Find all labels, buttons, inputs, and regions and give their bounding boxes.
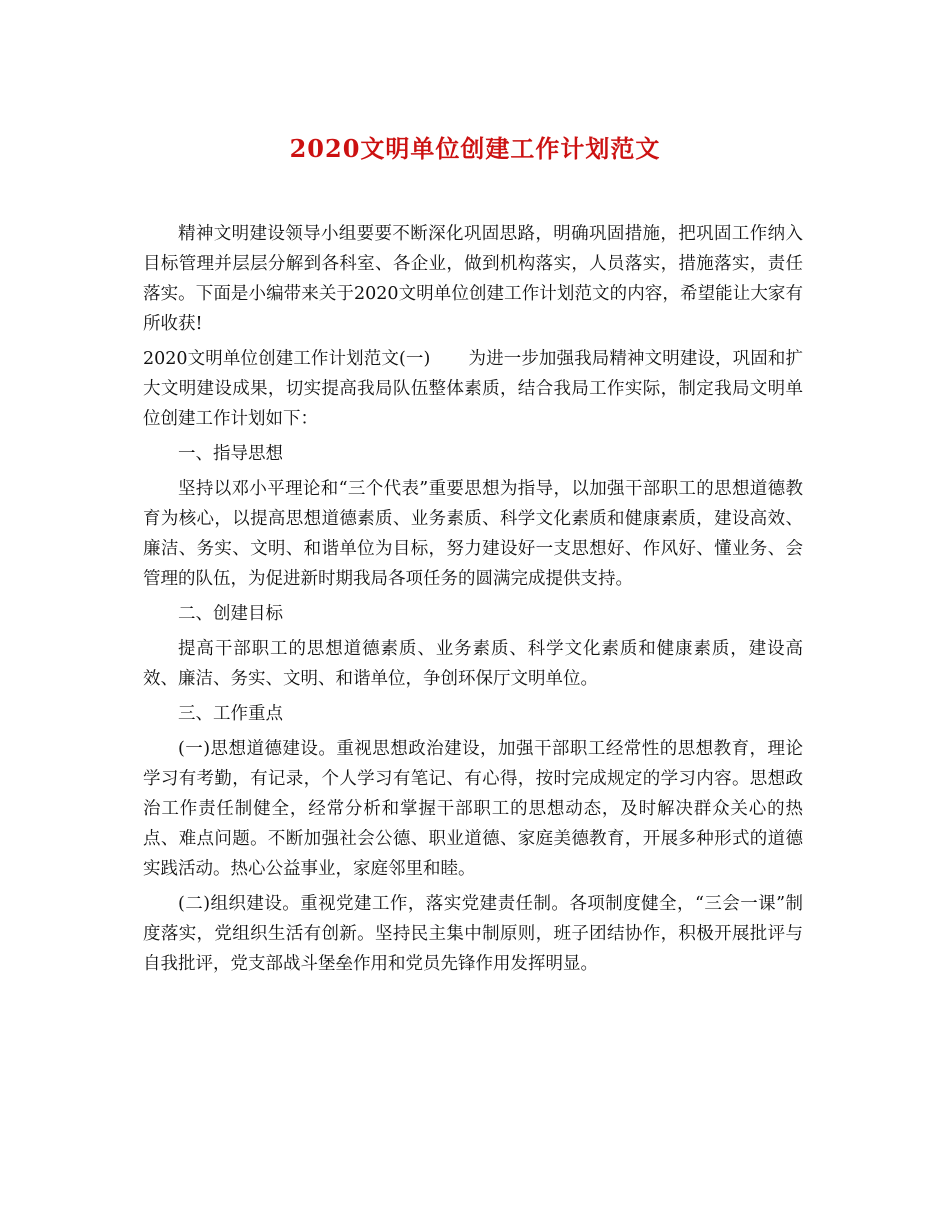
paragraph-goals: 提高干部职工的思想道德素质、业务素质、科学文化素质和健康素质，建设高效、廉洁、务实、文明、和谐单位，争创环保厅文明单位。 xyxy=(143,639,803,689)
section1-paragraph xyxy=(143,344,803,434)
heading-guiding-thought: 一、指导思想 xyxy=(178,444,283,464)
heading-goals: 二、创建目标 xyxy=(178,604,283,624)
document-body xyxy=(143,219,803,984)
heading-work-focus: 三、工作重点 xyxy=(178,704,283,724)
intro-paragraph: 精神文明建设领导小组要要不断深化巩固思路，明确巩固措施，把巩固工作纳入目标管理并层层分解到各科室、各企业，做到机构落实，人员落实，措施落实，责任落实。下面是小编带来关于2020文明单位创建工作计划范文的内容，希望能让大家有所收获! xyxy=(143,224,803,334)
document-title: 2020文明单位创建工作计划范文 xyxy=(289,134,661,163)
paragraph-moral-construction: (一)思想道德建设。重视思想政治建设，加强干部职工经常性的思想教育，理论学习有考勤，有记录，个人学习有笔记、有心得，按时完成规定的学习内容。思想政治工作责任制健全，经常分析和掌握干部职工的思想动态，及时解决群众关心的热点、难点问题。不断加强社会公德、职业道德、家庭美德教育，开展多种形式的道德实践活动。热心公益事业，家庭邻里和睦。 xyxy=(143,739,803,879)
section1-text: 为进一步加强我局精神文明建设，巩固和扩大文明建设成果，切实提高我局队伍整体素质，结合我局工作实际，制定我局文明单位创建工作计划如下： xyxy=(143,349,803,429)
section1-label: 2020文明单位创建工作计划范文(一) xyxy=(143,349,431,369)
paragraph-organization-construction: (二)组织建设。重视党建工作，落实党建责任制。各项制度健全，“三会一课”制度落实，党组织生活有创新。坚持民主集中制原则，班子团结协作，积极开展批评与自我批评，党支部战斗堡垒作用和党员先锋作用发挥明显。 xyxy=(143,894,803,974)
paragraph-guiding-thought: 坚持以邓小平理论和“三个代表”重要思想为指导，以加强干部职工的思想道德教育为核心，以提高思想道德素质、业务素质、科学文化素质和健康素质，建设高效、廉洁、务实、文明、和谐单位为目标，努力建设好一支思想好、作风好、懂业务、会管理的队伍，为促进新时期我局各项任务的圆满完成提供支持。 xyxy=(143,479,803,589)
